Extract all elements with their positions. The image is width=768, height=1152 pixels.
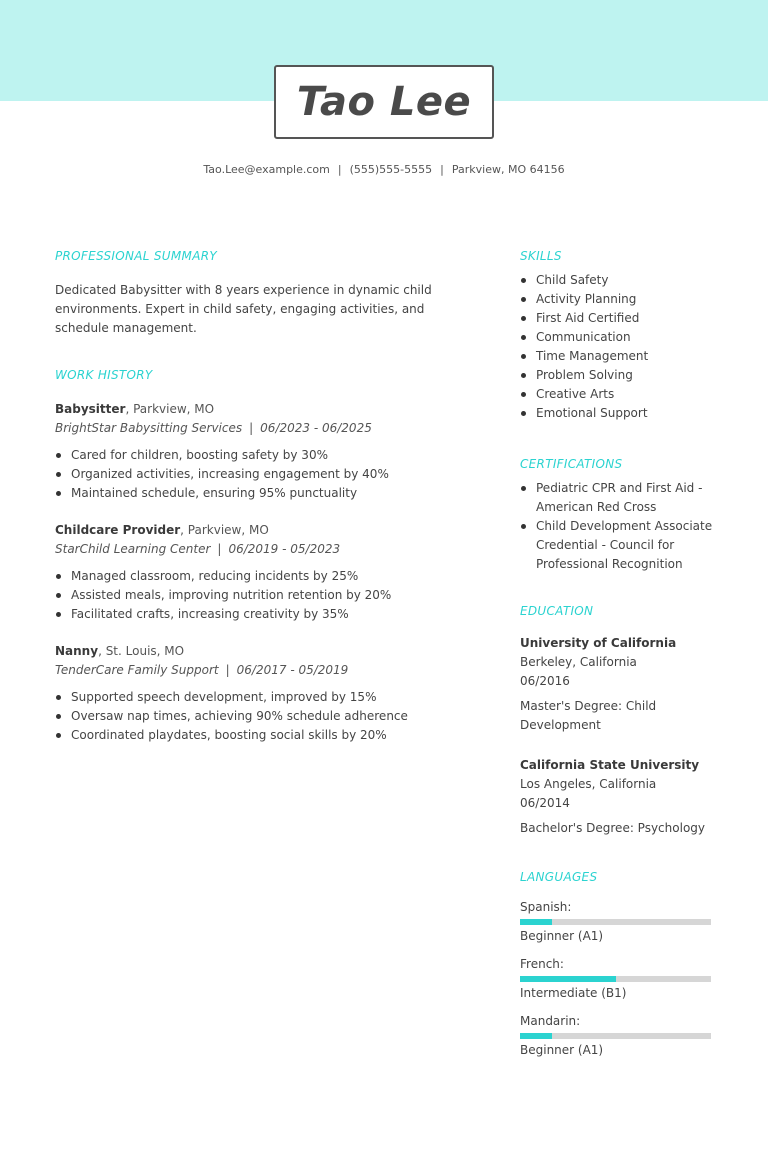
language-level: Beginner (A1) <box>520 1043 604 1057</box>
skill-item: Emotional Support <box>520 404 720 423</box>
skills-list <box>520 271 720 423</box>
job-location: , Parkview, MO <box>180 523 269 537</box>
language-name: Spanish: <box>520 900 572 914</box>
contact-separator: | <box>440 163 444 176</box>
skill-item: Problem Solving <box>520 366 720 385</box>
language-proficiency-bar <box>520 976 711 982</box>
list-item: Facilitated crafts, increasing creativity by 35% <box>55 605 465 624</box>
certifications-list <box>520 479 720 574</box>
job-header <box>55 521 465 540</box>
summary-text: Dedicated Babysitter with 8 years experience in dynamic child environments. Expert in child safety, engaging activities, and schedule management. <box>55 283 432 335</box>
job-company: BrightStar Babysitting Services <box>55 421 243 435</box>
languages-heading: LANGUAGES <box>520 870 598 884</box>
job-dates: 06/2019 - 05/2023 <box>228 542 341 556</box>
job-meta <box>55 419 465 438</box>
list-item: Maintained schedule, ensuring 95% punctuality <box>55 484 465 503</box>
list-item: Coordinated playdates, boosting social skills by 20% <box>55 726 465 745</box>
contact-line <box>0 163 768 176</box>
skill-item: First Aid Certified <box>520 309 720 328</box>
language-proficiency-bar <box>520 1033 711 1039</box>
job-dates: 06/2023 - 06/2025 <box>260 421 372 435</box>
job-title: Nanny <box>55 644 99 658</box>
language-name: French: <box>520 957 564 971</box>
main-column <box>55 249 465 745</box>
language-proficiency-fill <box>520 919 552 925</box>
language-entry <box>520 1014 720 1058</box>
graduation-date: 06/2014 <box>520 796 570 810</box>
job-bullets <box>55 446 465 503</box>
certification-item: Child Development Associate Credential - Council for Professional Recognition <box>520 517 720 574</box>
job-header <box>55 642 465 661</box>
job-entry <box>55 521 465 624</box>
skill-item: Child Safety <box>520 271 720 290</box>
job-title: Babysitter <box>55 402 126 416</box>
job-meta <box>55 540 465 559</box>
degree: Bachelor's Degree: Psychology <box>520 821 705 835</box>
job-location: , Parkview, MO <box>125 402 215 416</box>
job-bullets <box>55 688 465 745</box>
language-proficiency-fill <box>520 1033 552 1039</box>
education-entry <box>520 634 720 735</box>
language-level: Intermediate (B1) <box>520 986 627 1000</box>
graduation-date: 06/2016 <box>520 674 570 688</box>
list-item: Cared for children, boosting safety by 30% <box>55 446 465 465</box>
job-title: Childcare Provider <box>55 523 181 537</box>
school-name: University of California <box>520 636 677 650</box>
education-entry <box>520 756 720 838</box>
language-proficiency-bar <box>520 919 711 925</box>
meta-separator: | <box>225 663 230 677</box>
job-company: StarChild Learning Center <box>55 542 211 556</box>
school-location: Berkeley, California <box>520 655 637 669</box>
certifications-heading: CERTIFICATIONS <box>520 457 623 471</box>
candidate-name: Tao Lee <box>296 79 472 125</box>
job-meta <box>55 661 465 680</box>
job-entry <box>55 642 465 745</box>
meta-separator: | <box>249 421 254 435</box>
language-name: Mandarin: <box>520 1014 581 1028</box>
skills-heading: SKILLS <box>520 249 562 263</box>
list-item: Oversaw nap times, achieving 90% schedule adherence <box>55 707 465 726</box>
language-entry <box>520 957 720 1001</box>
meta-separator: | <box>217 542 222 556</box>
sidebar-column <box>520 249 720 1058</box>
name-box <box>274 65 494 139</box>
phone-text: (555)555-5555 <box>349 163 433 176</box>
work-history-heading: WORK HISTORY <box>55 368 153 382</box>
job-dates: 06/2017 - 05/2019 <box>236 663 349 677</box>
list-item: Organized activities, increasing engagement by 40% <box>55 465 465 484</box>
list-item: Managed classroom, reducing incidents by 25% <box>55 567 465 586</box>
list-item: Assisted meals, improving nutrition retention by 20% <box>55 586 465 605</box>
summary-heading: PROFESSIONAL SUMMARY <box>55 249 217 263</box>
school-name: California State University <box>520 758 700 772</box>
contact-separator: | <box>337 163 342 176</box>
job-entry <box>55 400 465 503</box>
language-entry <box>520 900 720 944</box>
job-location: , St. Louis, MO <box>98 644 185 658</box>
job-bullets <box>55 567 465 624</box>
job-header <box>55 400 465 419</box>
school-location: Los Angeles, California <box>520 777 657 791</box>
skill-item: Time Management <box>520 347 720 366</box>
email-text: Tao.Lee@example.com <box>203 163 330 176</box>
skill-item: Activity Planning <box>520 290 720 309</box>
address-text: Parkview, MO 64156 <box>451 163 565 176</box>
language-proficiency-fill <box>520 976 616 982</box>
degree: Master's Degree: Child Development <box>520 699 657 732</box>
job-company: TenderCare Family Support <box>55 663 219 677</box>
skill-item: Creative Arts <box>520 385 720 404</box>
skill-item: Communication <box>520 328 720 347</box>
language-level: Beginner (A1) <box>520 929 604 943</box>
education-heading: EDUCATION <box>520 604 594 618</box>
list-item: Supported speech development, improved by 15% <box>55 688 465 707</box>
certification-item: Pediatric CPR and First Aid - American Red Cross <box>520 479 720 517</box>
